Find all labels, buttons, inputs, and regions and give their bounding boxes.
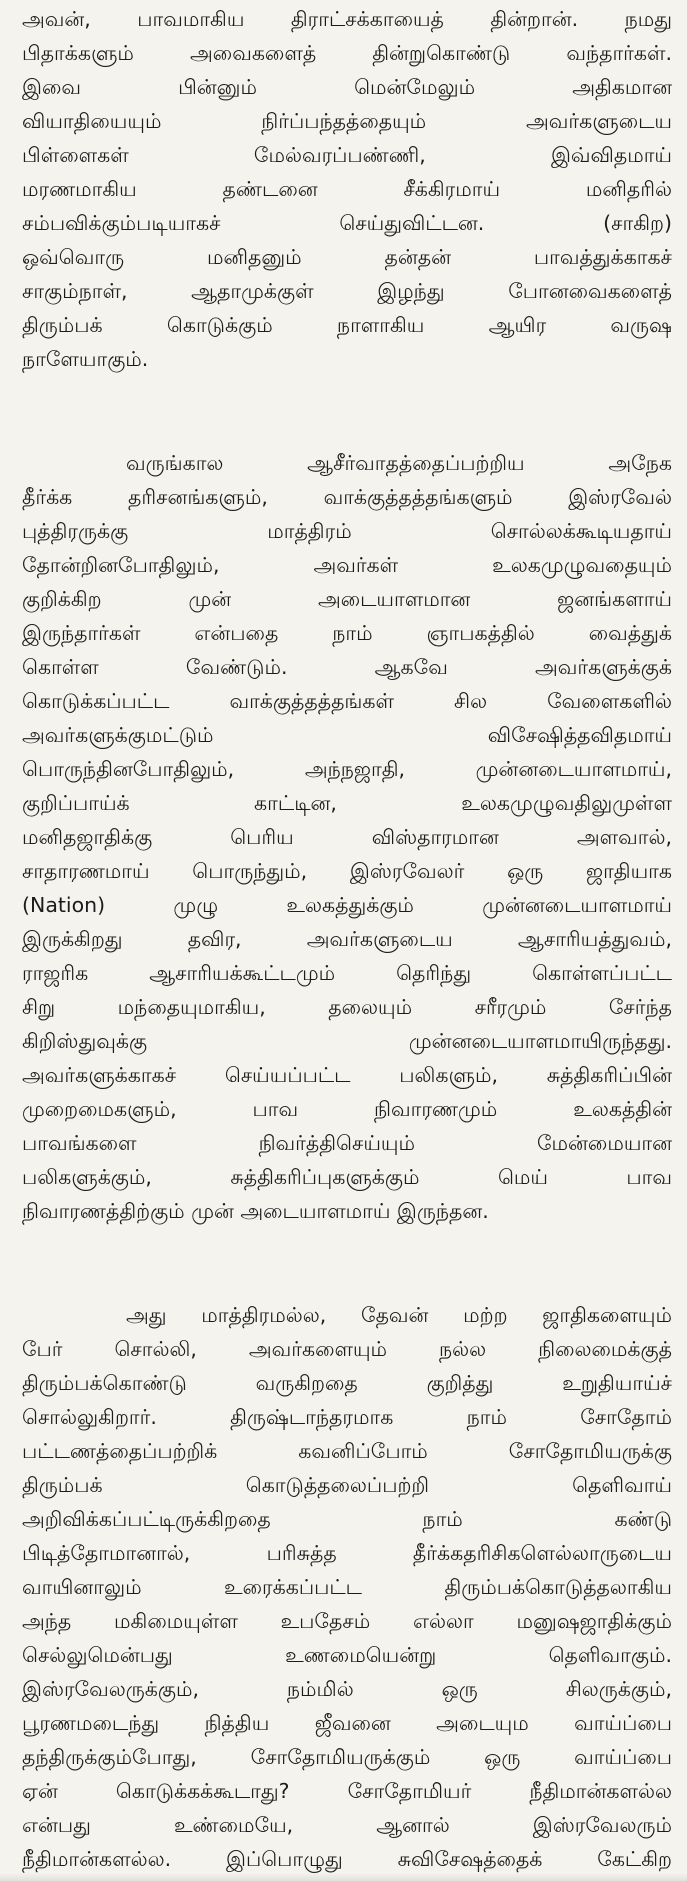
text-line: பிதாக்களும் அவைகளைத் தின்றுகொண்டு வந்தார்கள். [22, 41, 672, 65]
text-line: தீர்க்க தரிசனங்களும், வாக்குத்தத்தங்களும் இஸ்ரவேல் [22, 485, 672, 509]
text-line: பாவங்களை நிவர்த்திசெய்யும் மேன்மையான [22, 1131, 672, 1155]
text-line: மரணமாகிய தண்டனை சீக்கிரமாய் மனிதரில் [22, 177, 672, 201]
text-line: பிடித்தோமானால், பரிசுத்த தீர்க்கதரிசிகளெல்லாருடைய [22, 1541, 672, 1565]
text-line: இருந்தார்கள் என்பதை நாம் ஞாபகத்தில் வைத்துக் [22, 621, 672, 645]
text-line: அந்த மகிமையுள்ள உபதேசம் எல்லா மனுஷஜாதிக்கும் [22, 1609, 672, 1633]
text-line: இஸ்ரவேலருக்கும், நம்மில் ஒரு சிலருக்கும், [22, 1677, 672, 1701]
text-line: அவர்களுக்காகச் செய்யப்பட்ட பலிகளும், சுத்திகரிப்பின் [22, 1063, 672, 1087]
text-line: குறிக்கிற முன் அடையாளமான ஜனங்களாய் [22, 587, 672, 611]
text-line: நிவாரணத்திற்கும் முன் அடையாளமாய் இருந்தன. [22, 1199, 489, 1223]
text-line: இவை பின்னும் மென்மேலும் அதிகமான [22, 75, 672, 99]
text-line: தோன்றினபோதிலும், அவர்கள் உலகமுழுவதையும் [22, 553, 672, 577]
text-line: (Nation) முழு உலகத்துக்கும் முன்னடையாளமாய் [22, 893, 672, 917]
text-line: ஏன் கொடுக்கக்கூடாது? சோதோமியர் நீதிமான்களல்ல [22, 1779, 672, 1803]
text-line: திரும்பக்கொண்டு வருகிறதை குறித்து உறுதியாய்ச் [22, 1371, 672, 1395]
page-bottom-edge [0, 1873, 687, 1881]
text-line: என்பது உண்மையே, ஆனால் இஸ்ரவேலரும் [22, 1813, 672, 1837]
text-line: சாகும்நாள், ஆதாமுக்குள் இழந்து போனவைகளைத் [22, 279, 672, 303]
paragraph-gap [22, 1228, 672, 1298]
text-line: அவர்களுக்குமட்டும் விசேஷித்தவிதமாய் [22, 723, 672, 747]
text-line: வியாதியையும் நிர்ப்பந்தத்தையும் அவர்களுடைய [22, 109, 672, 133]
text-line: நீதிமான்களல்ல. இப்பொழுது சுவிசேஷத்தைக் கேட்கிற [22, 1847, 672, 1871]
text-line: சம்பவிக்கும்படியாகச் செய்துவிட்டன. (சாகிற) [22, 211, 672, 235]
text-line: திரும்பக் கொடுக்கும் நாளாகிய ஆயிர வருஷ [22, 313, 672, 337]
text-line: சாதாரணமாய் பொருந்தும், இஸ்ரவேலர் ஒரு ஜாதியாக [22, 859, 672, 883]
text-line: ராஜரிக ஆசாரியக்கூட்டமும் தெரிந்து கொள்ளப்பட்ட [22, 961, 672, 985]
text-line: அறிவிக்கப்பட்டிருக்கிறதை நாம் கண்டு [22, 1507, 672, 1531]
text-line: பேர் சொல்லி, அவர்களையும் நல்ல நிலைமைக்குத் [22, 1337, 672, 1361]
text-line: வருங்கால ஆசீர்வாதத்தைப்பற்றிய அநேக [126, 451, 672, 475]
text-line: வாயினாலும் உரைக்கப்பட்ட திரும்பக்கொடுத்தலாகிய [22, 1575, 672, 1599]
text-line: முறைமைகளும், பாவ நிவாரணமும் உலகத்தின் [22, 1097, 672, 1121]
text-line: புத்திரருக்கு மாத்திரம் சொல்லக்கூடியதாய் [22, 519, 672, 543]
document-page [22, 2, 672, 1876]
paragraph-2 [22, 446, 672, 1228]
text-line: பூரணமடைந்து நித்திய ஜீவனை அடையும வாய்ப்பை [22, 1711, 672, 1735]
text-line: நாளேயாகும். [22, 347, 149, 371]
text-line: சொல்லுகிறார். திருஷ்டாந்தரமாக நாம் சோதோம் [22, 1405, 672, 1429]
paragraph-gap [22, 376, 672, 446]
text-line: சிறு மந்தையுமாகிய, தலையும் சரீரமும் சேர்ந்த [22, 995, 672, 1019]
text-line: கொடுக்கப்பட்ட வாக்குத்தத்தங்கள் சில வேளைகளில் [22, 689, 672, 713]
text-line: குறிப்பாய்க் காட்டின, உலகமுழுவதிலுமுள்ள [22, 791, 672, 815]
text-line: திரும்பக் கொடுத்தலைப்பற்றி தெளிவாய் [22, 1473, 672, 1497]
text-line: ஒவ்வொரு மனிதனும் தன்தன் பாவத்துக்காகச் [22, 245, 672, 269]
text-line: செல்லுமென்பது உணமையென்று தெளிவாகும். [22, 1643, 672, 1667]
text-line: பலிகளுக்கும், சுத்திகரிப்புகளுக்கும் மெய் பாவ [22, 1165, 672, 1189]
text-line: பட்டணத்தைப்பற்றிக் கவனிப்போம் சோதோமியருக்கு [22, 1439, 672, 1463]
paragraph-3 [22, 1298, 672, 1876]
text-line: அது மாத்திரமல்ல, தேவன் மற்ற ஜாதிகளையும் [126, 1303, 672, 1327]
text-line: கிறிஸ்துவுக்கு முன்னடையாளமாயிருந்தது. [22, 1029, 672, 1053]
paragraph-1 [22, 2, 672, 376]
text-line: பொருந்தினபோதிலும், அந்நஜாதி, முன்னடையாளமாய், [22, 757, 672, 781]
text-line: மனிதஜாதிக்கு பெரிய விஸ்தாரமான அளவால், [22, 825, 672, 849]
text-line: கொள்ள வேண்டும். ஆகவே அவர்களுக்குக் [22, 655, 672, 679]
text-line: இருக்கிறது தவிர, அவர்களுடைய ஆசாரியத்துவம், [22, 927, 672, 951]
text-line: தந்திருக்கும்போது, சோதோமியருக்கும் ஒரு வாய்ப்பை [22, 1745, 672, 1769]
text-line: அவன், பாவமாகிய திராட்சக்காயைத் தின்றான். நமது [22, 7, 672, 31]
text-line: பிள்ளைகள் மேல்வரப்பண்ணி, இவ்விதமாய் [22, 143, 672, 167]
